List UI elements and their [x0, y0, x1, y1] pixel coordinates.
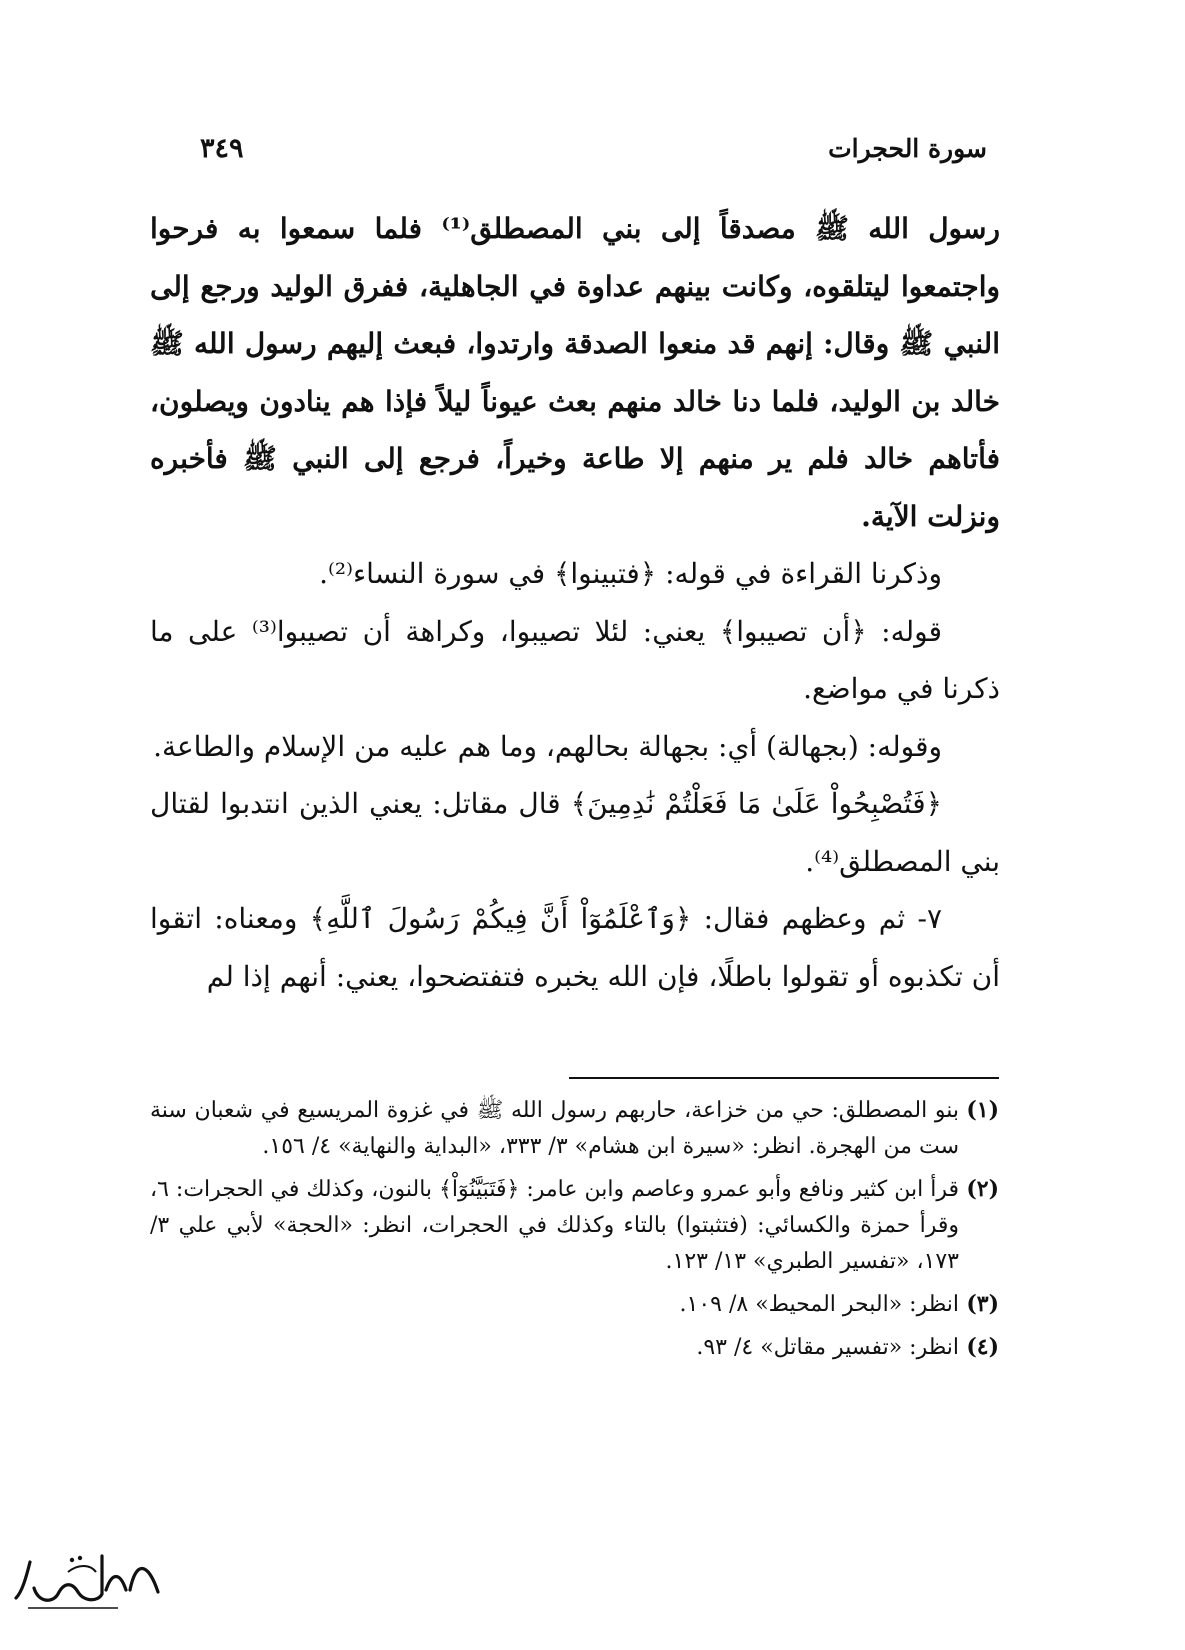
- paragraph-4: وقوله: (بجهالة) أي: بجهالة بحالهم، وما هم عليه من الإسلام والطاعة.: [153, 729, 942, 763]
- paragraph-6: ٧- ثم وعظهم فقال: ﴿وَٱعْلَمُوٓاْ أَنَّ فِيكُمْ رَسُولَ ٱللَّهِ﴾ ومعناه: اتقوا أن تكذبوه أو تقولوا باطلًا، فإن الله يخبره فتفتضحوا، يعني: أنهم إذا لم: [150, 902, 1000, 993]
- footnote-number: (٣): [966, 1291, 999, 1317]
- main-text: [150, 200, 1000, 1005]
- page-header: [200, 128, 987, 168]
- footnote-divider: [569, 1077, 999, 1079]
- publisher-logo: [8, 1542, 168, 1614]
- footnote-3: [150, 1286, 999, 1323]
- paragraph-2: وذكرنا القراءة في قوله: ﴿فتبينوا﴾ في سورة النساء⁽²⁾.: [319, 557, 942, 590]
- footnote-1: [150, 1092, 999, 1165]
- footnote-text: قرأ ابن كثير ونافع وأبو عمرو وعاصم وابن عامر: ﴿فَتَبَيَّنُوٓاْ﴾ بالنون، وكذلك في الحجرات: ٦، وقرأ حمزة والكسائي: (فتثبتوا) بالتاء وكذلك في الحجرات، انظر: «الحجة» لأبي علي ٣/ ١٧٣، «تفسير الطبري» ١٣/ ١٢٣.: [150, 1177, 959, 1274]
- footnote-2: [150, 1171, 999, 1280]
- paragraph-3: قوله: ﴿أن تصيبوا﴾ يعني: لئلا تصيبوا، وكراهة أن تصيبوا⁽³⁾ على ما ذكرنا في مواضع.: [150, 614, 1000, 705]
- calligraphy-logo-icon: [8, 1542, 168, 1614]
- footnote-number: (٤): [966, 1334, 999, 1360]
- footnotes: [150, 1092, 999, 1372]
- footnote-text: انظر: «تفسير مقاتل» ٤/ ٩٣.: [696, 1335, 959, 1360]
- footnote-number: (١): [966, 1097, 999, 1123]
- paragraph-1: رسول الله ﷺ مصدقاً إلى بني المصطلق⁽¹⁾ فلما سمعوا به فرحوا واجتمعوا ليتلقوه، وكانت بينهم عداوة في الجاهلية، ففرق الوليد ورجع إلى النبي ﷺ وقال: إنهم قد منعوا الصدقة وارتدوا، فبعث إليهم رسول الله ﷺ خالد بن الوليد، فلما دنا خالد منهم بعث عيوناً ليلاً فإذا هم ينادون ويصلون، فأتاهم خالد فلم ير منهم إلا طاعة وخيراً، فرجع إلى النبي ﷺ فأخبره ونزلت الآية.: [150, 212, 1001, 533]
- paragraph-5: ﴿فَتُصْبِحُواْ عَلَىٰ مَا فَعَلْتُمْ نَٰدِمِينَ﴾ قال مقاتل: يعني الذين انتدبوا لقتال بني المصطلق⁽⁴⁾.: [150, 787, 1000, 878]
- footnote-text: انظر: «البحر المحيط» ٨/ ١٠٩.: [679, 1292, 959, 1317]
- footnote-4: [150, 1329, 999, 1366]
- footnote-number: (٢): [966, 1176, 999, 1202]
- page-number: ٣٤٩: [200, 132, 244, 164]
- surah-title: سورة الحجرات: [828, 133, 987, 163]
- footnote-text: بنو المصطلق: حي من خزاعة، حاربهم رسول الله ﷺ في غزوة المريسيع في شعبان سنة ست من الهجرة. انظر: «سيرة ابن هشام» ٣/ ٣٣٣، «البداية والنهاية» ٤/ ١٥٦.: [150, 1098, 959, 1159]
